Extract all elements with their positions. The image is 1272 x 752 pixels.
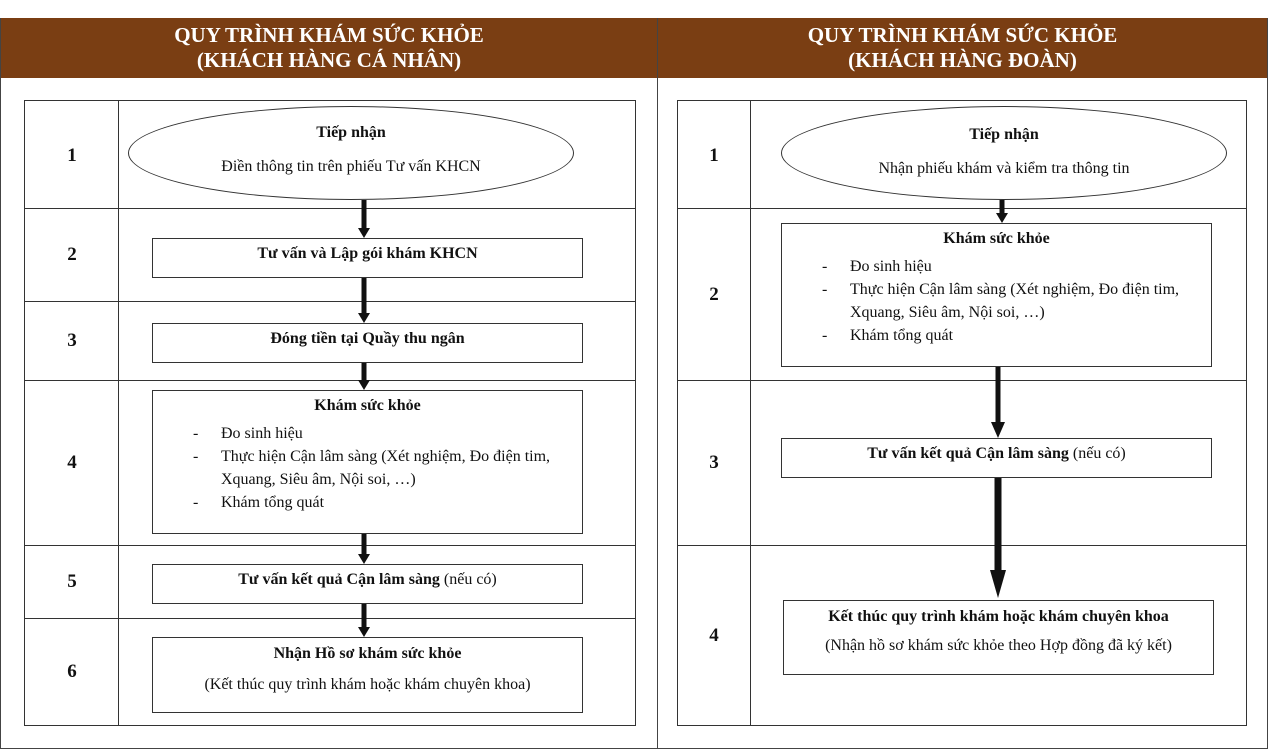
- list-item: - Khám tổng quát: [153, 491, 582, 514]
- left-step6-box: [152, 637, 583, 713]
- right-step4-title: Kết thúc quy trình khám hoặc khám chuyên khoa: [828, 608, 1169, 625]
- right-step-number: 4: [709, 625, 719, 646]
- left-header: [1, 18, 657, 78]
- left-step1-ellipse: [128, 106, 574, 200]
- left-step1-sub: Điền thông tin trên phiếu Tư vấn KHCN: [221, 158, 481, 175]
- right-step3-box: [781, 438, 1212, 478]
- right-header-line2: (KHÁCH HÀNG ĐOÀN): [848, 48, 1077, 72]
- list-item: - Thực hiện Cận lâm sàng (Xét nghiệm, Đo điện tim, Xquang, Siêu âm, Nội soi, …): [782, 278, 1211, 324]
- right-step2-title: Khám sức khỏe: [943, 230, 1050, 247]
- right-step1-title: Tiếp nhận: [969, 126, 1039, 143]
- left-step4-title: Khám sức khỏe: [314, 397, 421, 414]
- left-step-number: 2: [67, 244, 77, 265]
- left-step4-list: [153, 422, 582, 514]
- column-divider: [657, 18, 658, 749]
- left-header-line2: (KHÁCH HÀNG CÁ NHÂN): [196, 48, 462, 72]
- left-step4-box: [152, 390, 583, 534]
- left-step1-title: Tiếp nhận: [316, 124, 386, 141]
- left-header-line1: QUY TRÌNH KHÁM SỨC KHỎE: [174, 23, 484, 47]
- right-step3-title: Tư vấn kết quả Cận lâm sàng: [867, 445, 1069, 462]
- right-header-line1: QUY TRÌNH KHÁM SỨC KHỎE: [807, 23, 1118, 47]
- left-step5-text: [153, 571, 582, 589]
- right-step-number: 3: [709, 452, 719, 473]
- left-step-number: 3: [67, 330, 77, 351]
- right-step2-box: [781, 223, 1212, 367]
- right-step1-sub: Nhận phiếu khám và kiểm tra thông tin: [878, 160, 1130, 177]
- left-step-number: 1: [67, 145, 77, 166]
- right-step1-ellipse: [781, 106, 1227, 200]
- right-step3-text: [782, 445, 1211, 463]
- list-item: - Thực hiện Cận lâm sàng (Xét nghiệm, Đo điện tim, Xquang, Siêu âm, Nội soi, …): [153, 445, 582, 491]
- list-item: - Đo sinh hiệu: [782, 255, 1211, 278]
- left-step5-title: Tư vấn kết quả Cận lâm sàng: [238, 571, 440, 588]
- list-item: - Đo sinh hiệu: [153, 422, 582, 445]
- left-step-number: 6: [67, 661, 77, 682]
- list-item: - Khám tổng quát: [782, 324, 1211, 347]
- left-step3-title: Đóng tiền tại Quầy thu ngân: [270, 330, 465, 347]
- right-step-number: 1: [709, 145, 719, 166]
- left-step5-box: [152, 564, 583, 604]
- right-step-number: 2: [709, 284, 719, 305]
- right-step4-box: [783, 600, 1214, 675]
- right-header: [658, 18, 1267, 78]
- right-step4-sub: (Nhận hồ sơ khám sức khỏe theo Hợp đồng đã ký kết): [825, 637, 1172, 654]
- right-step2-list: [782, 255, 1211, 347]
- left-step2-box: [152, 238, 583, 278]
- left-step3-box: [152, 323, 583, 363]
- right-step3-suffix: (nếu có): [1068, 445, 1126, 462]
- left-step6-sub: (Kết thúc quy trình khám hoặc khám chuyên khoa): [204, 676, 531, 693]
- left-step5-suffix: (nếu có): [439, 571, 497, 588]
- left-step2-title: Tư vấn và Lập gói khám KHCN: [257, 245, 478, 262]
- left-step-number: 5: [67, 571, 77, 592]
- left-step-number: 4: [67, 452, 77, 473]
- left-step6-title: Nhận Hồ sơ khám sức khỏe: [273, 645, 462, 662]
